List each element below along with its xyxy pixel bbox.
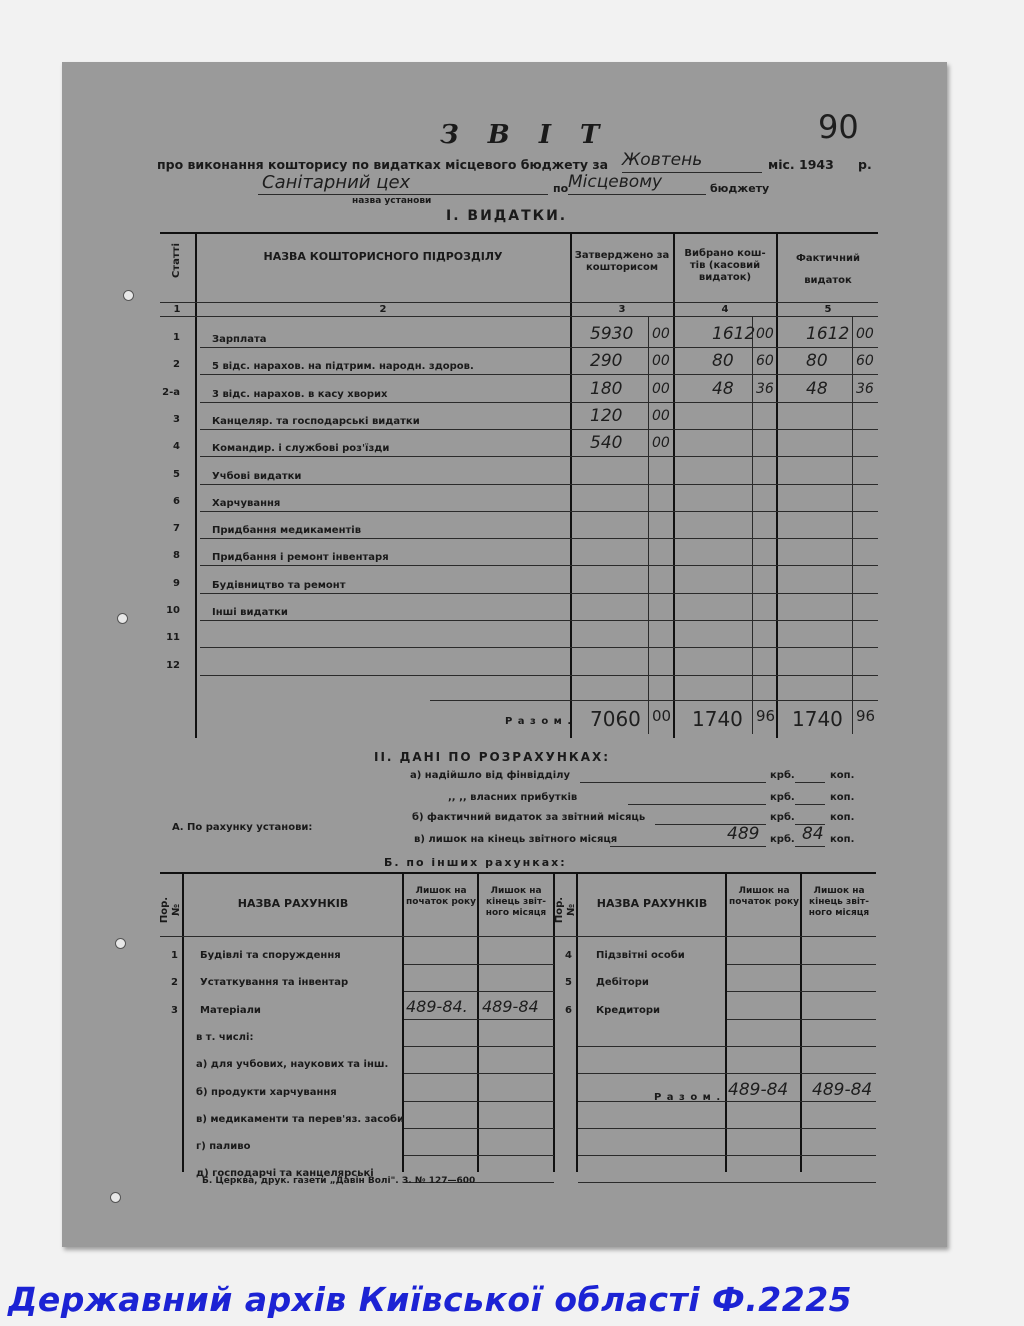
expense-actual-kop: 60 — [856, 353, 874, 369]
row-rule — [200, 538, 878, 539]
krb-label: крб. — [770, 834, 795, 845]
expense-withdrawn-kop: 00 — [756, 326, 774, 342]
punch-hole — [117, 613, 128, 624]
watermark-text: Державний архів Київської області Ф.2225 — [8, 1280, 853, 1319]
row-rule — [200, 456, 878, 457]
row-rule — [200, 347, 878, 348]
accounts-col-start-right: Лишок на початок року — [729, 886, 799, 907]
account-row-num: 2 — [171, 977, 178, 988]
account-row-num: 1 — [171, 950, 178, 961]
header-num-2: 2 — [379, 304, 387, 315]
expense-row-num: 4 — [173, 441, 180, 452]
archive-watermark — [0, 1278, 1024, 1326]
expense-row-label: Придбання медикаментів — [212, 525, 362, 536]
expense-row-num: 6 — [173, 496, 180, 507]
accounts-vline — [800, 872, 802, 1172]
account-row-label: Матеріали — [200, 1005, 261, 1016]
header-name: НАЗВА КОШТОРИСНОГО ПІДРОЗДІЛУ — [263, 250, 503, 263]
row-rule — [727, 991, 876, 992]
section1-title: I. ВИДАТКИ. — [446, 208, 568, 224]
expense-approved-kop: 00 — [652, 353, 670, 369]
total-rule — [430, 700, 878, 701]
header-num-1: 1 — [173, 304, 181, 315]
expense-withdrawn: 80 — [712, 351, 734, 371]
account-row-num: 6 — [565, 1005, 572, 1016]
kop-divider — [852, 316, 853, 734]
row-rule — [578, 1128, 876, 1129]
expense-row-label: 3 відс. нарахов. в касу хворих — [212, 389, 388, 400]
row-rule — [404, 1019, 554, 1020]
expense-actual-kop: 00 — [856, 326, 874, 342]
row-rule — [578, 1182, 876, 1183]
accounts-top-border — [160, 872, 876, 874]
row-rule — [200, 565, 878, 566]
punch-hole — [115, 938, 126, 949]
institution-caption: назва установи — [352, 196, 432, 206]
underline — [795, 846, 825, 847]
account-row-label: Будівлі та споруждення — [200, 950, 341, 961]
total-approved: 7060 — [590, 707, 641, 731]
row-rule — [200, 374, 878, 375]
krb-label: крб. — [770, 792, 795, 803]
report-title: З В І Т — [440, 120, 610, 150]
total-approved-kop: 00 — [652, 707, 672, 725]
accounts-total-end: 489-84 — [812, 1080, 873, 1100]
header-article: Статтi — [171, 243, 182, 278]
expense-row-label: 5 відс. нарахов. на підтрим. народн. здоров. — [212, 361, 474, 372]
row-rule — [404, 1155, 554, 1156]
report-month: Жовтень — [622, 150, 703, 170]
account-row-label: в) медикаменти та перев'яз. засоби — [196, 1114, 405, 1125]
line2-mid: по — [553, 182, 569, 195]
line2-suffix: бюджету — [710, 182, 770, 195]
row-rule — [727, 964, 876, 965]
row-rule — [404, 1128, 554, 1129]
expense-approved-kop: 00 — [652, 435, 670, 451]
accounts-col-num-right: Пор. № — [554, 896, 577, 924]
table-vline — [673, 232, 675, 738]
kop-label: коп. — [830, 812, 855, 823]
account-row-label: г) паливо — [196, 1141, 251, 1152]
table-top-border — [160, 232, 878, 234]
accounts-col-num: Пор. № — [159, 896, 182, 924]
expense-withdrawn-kop: 36 — [756, 381, 774, 397]
expense-row-num: 11 — [166, 632, 180, 643]
accounts-col-name-right: НАЗВА РАХУНКІВ — [596, 897, 708, 910]
header-withdrawn: Вибрано кош-тів (касовий видаток) — [684, 248, 766, 283]
table-hline — [160, 302, 878, 303]
expense-row-label: Інші видатки — [212, 607, 288, 618]
total-actual: 1740 — [792, 707, 843, 731]
expense-row-num: 7 — [173, 523, 180, 534]
expense-row-num: 10 — [166, 605, 180, 616]
account-start: 489-84. — [406, 997, 468, 1016]
expense-row-num: 2 — [173, 359, 180, 370]
accounts-col-end-right: Лишок на кінець звіт-ного місяця — [808, 886, 870, 918]
table-vline — [570, 232, 572, 738]
row-rule — [200, 511, 878, 512]
balance-kop: 84 — [802, 824, 824, 844]
line1-suffix: р. — [858, 157, 872, 172]
expense-withdrawn: 1612 — [712, 324, 756, 344]
row-rule — [404, 1073, 554, 1074]
expense-row-label: Зарплата — [212, 334, 267, 345]
expense-withdrawn-kop: 60 — [756, 353, 774, 369]
expense-approved: 120 — [590, 406, 623, 426]
budget-name: Місцевому — [568, 172, 663, 192]
accounts-total-label: Р а з о м . — [654, 1092, 722, 1103]
expense-row-num: 3 — [173, 414, 180, 425]
expense-approved: 180 — [590, 379, 623, 399]
row-rule — [727, 1019, 876, 1020]
header-approved: Затверджено за кошторисом — [574, 250, 670, 273]
expense-row-label: Канцеляр. та господарські видатки — [212, 416, 420, 427]
expense-row-label: Командир. і службові роз'їзди — [212, 443, 390, 454]
underline — [795, 804, 825, 805]
row-rule — [200, 429, 878, 430]
row-rule — [404, 1046, 554, 1047]
row-rule — [200, 620, 878, 621]
account-row-num: 4 — [565, 950, 572, 961]
accounts-vline — [477, 872, 479, 1172]
expense-row-num: 5 — [173, 469, 180, 480]
table-vline — [776, 232, 778, 738]
expense-row-num: 8 — [173, 550, 180, 561]
expense-row-num: 12 — [166, 660, 180, 671]
settlement-line-a: а) надійшло від фінвідділу — [410, 770, 571, 781]
expense-actual: 80 — [806, 351, 828, 371]
page-number: 90 — [818, 108, 859, 146]
header-num-3: 3 — [618, 304, 626, 315]
row-rule — [200, 484, 878, 485]
table-hline — [160, 316, 878, 317]
account-a-label: А. По рахунку установи: — [172, 822, 313, 833]
punch-hole — [123, 290, 134, 301]
expense-actual-kop: 36 — [856, 381, 874, 397]
settlement-line-b: б) фактичний видаток за звітний місяць — [412, 812, 646, 823]
kop-label: коп. — [830, 792, 855, 803]
account-row-label: Кредитори — [596, 1005, 661, 1016]
row-rule — [404, 1101, 554, 1102]
account-row-num: 3 — [171, 1005, 178, 1016]
line1-prefix: про виконання кошторису по видатках місцевого бюджету за — [157, 157, 609, 172]
kop-divider — [648, 316, 649, 734]
table-vline — [195, 232, 197, 738]
underline — [610, 846, 766, 847]
accounts-col-end: Лишок на кінець звіт-ного місяця — [485, 886, 547, 918]
accounts-col-start: Лишок на початок року — [406, 886, 476, 907]
header-num-4: 4 — [721, 304, 729, 315]
punch-hole — [110, 1192, 121, 1203]
underline — [258, 194, 548, 195]
header-actual: Фактичний видаток — [795, 253, 861, 286]
total-label: Р а з о м . — [505, 716, 573, 727]
line1-mid: міс. 1943 — [768, 157, 834, 172]
row-rule — [404, 964, 554, 965]
expense-row-num: 1 — [173, 332, 180, 343]
expense-approved: 290 — [590, 351, 623, 371]
kop-label: коп. — [830, 834, 855, 845]
settlement-line-own: ,, ,, власних прибутків — [448, 792, 578, 803]
account-row-num: 5 — [565, 977, 572, 988]
accounts-total-start: 489-84 — [728, 1080, 789, 1100]
underline — [795, 782, 825, 783]
row-rule — [200, 647, 878, 648]
header-num-5: 5 — [824, 304, 832, 315]
expense-approved-kop: 00 — [652, 408, 670, 424]
section-b-title: Б. по інших рахунках: — [384, 856, 567, 869]
accounts-vline — [402, 872, 404, 1172]
total-withdrawn: 1740 — [692, 707, 743, 731]
expense-approved: 5930 — [590, 324, 634, 344]
krb-label: крб. — [770, 770, 795, 781]
kop-divider — [752, 316, 753, 734]
underline — [568, 194, 706, 195]
account-row-label: д) господарчі та канцелярські — [196, 1168, 374, 1179]
expense-row-label: Харчування — [212, 498, 281, 509]
row-rule — [578, 1073, 876, 1074]
expense-actual: 48 — [806, 379, 828, 399]
account-row-label: а) для учбових, наукових та інш. — [196, 1059, 389, 1070]
accounts-col-name: НАЗВА РАХУНКІВ — [237, 897, 349, 910]
total-withdrawn-kop: 96 — [756, 707, 776, 725]
krb-label: крб. — [770, 812, 795, 823]
printer-line: Б. Церква, друк. газети „Давін Волі". З. № 127—600 — [202, 1176, 476, 1186]
accounts-vline — [725, 872, 727, 1172]
row-rule — [578, 1046, 876, 1047]
underline — [580, 782, 766, 783]
underline — [628, 804, 766, 805]
expense-row-label: Придбання і ремонт інвентаря — [212, 552, 389, 563]
account-end: 489-84 — [482, 997, 539, 1016]
row-rule — [578, 1101, 876, 1102]
settlement-line-v: в) лишок на кінець звітного місяця — [414, 834, 618, 845]
expense-approved: 540 — [590, 433, 623, 453]
account-row-label: в т. числі: — [196, 1032, 254, 1043]
balance-rub: 489 — [727, 824, 760, 844]
total-actual-kop: 96 — [856, 707, 876, 725]
row-rule — [404, 991, 554, 992]
expense-row-num: 9 — [173, 578, 180, 589]
account-row-label: Дебітори — [596, 977, 649, 988]
account-row-label: Підзвітні особи — [596, 950, 685, 961]
section2-title: II. ДАНІ ПО РОЗРАХУНКАХ: — [374, 750, 611, 764]
account-row-label: б) продукти харчування — [196, 1087, 337, 1098]
accounts-hline — [160, 936, 876, 937]
row-rule — [200, 675, 878, 676]
expense-approved-kop: 00 — [652, 326, 670, 342]
expense-row-num: 2-а — [162, 387, 180, 398]
kop-label: коп. — [830, 770, 855, 781]
expense-row-label: Будівництво та ремонт — [212, 580, 346, 591]
row-rule — [200, 593, 878, 594]
account-row-label: Устаткування та інвентар — [200, 977, 349, 988]
row-rule — [200, 402, 878, 403]
row-rule — [578, 1155, 876, 1156]
expense-actual: 1612 — [806, 324, 850, 344]
expense-withdrawn: 48 — [712, 379, 734, 399]
expense-row-label: Учбові видатки — [212, 471, 302, 482]
expense-approved-kop: 00 — [652, 381, 670, 397]
institution-name: Санітарний цех — [262, 172, 411, 193]
